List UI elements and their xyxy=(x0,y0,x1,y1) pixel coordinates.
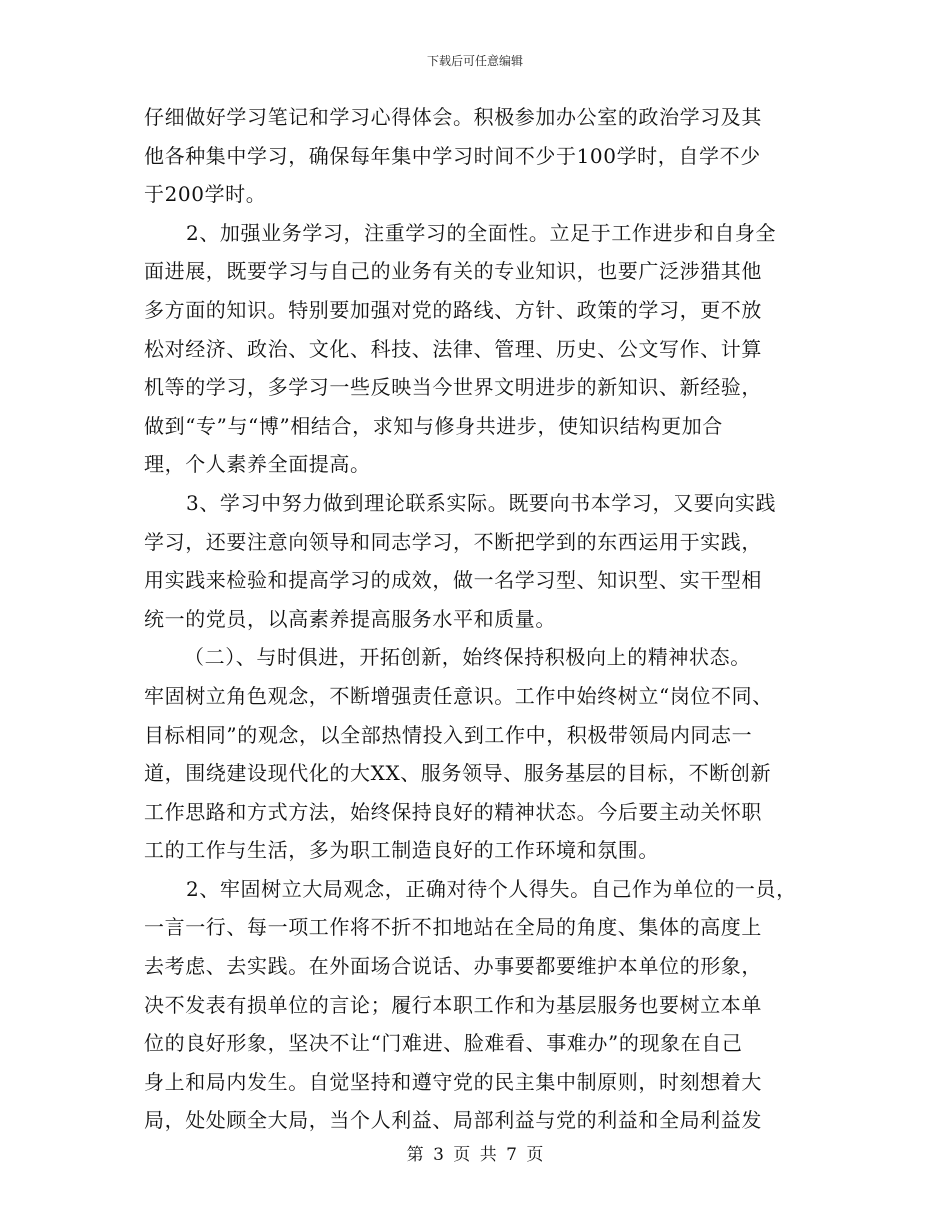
text-line: 做到“专”与“博”相结合，求知与修身共进步，使知识结构更加合 xyxy=(144,413,723,438)
text-line: 松对经济、政治、文化、科技、法律、管理、历史、公文写作、计算 xyxy=(144,336,762,361)
text-line: 道，围绕建设现代化的大XX、服务领导、服务基层的目标，不断创新 xyxy=(144,761,772,786)
text-line: 机等的学习，多学习一些反映当今世界文明进步的新知识、新经验， xyxy=(144,375,762,400)
document-body xyxy=(144,98,816,1140)
text-line: 一言一行、每一项工作将不折不扣地站在全局的角度、集体的高度上 xyxy=(144,915,762,940)
text-line: 决不发表有损单位的言论；履行本职工作和为基层服务也要树立本单 xyxy=(144,992,762,1017)
text-line: 身上和局内发生。自觉坚持和遵守党的民主集中制原则，时刻想着大 xyxy=(144,1069,762,1094)
text-line: 他各种集中学习，确保每年集中学习时间不少于100学时，自学不少 xyxy=(144,143,761,168)
text-line: 工作思路和方式方法，始终保持良好的精神状态。今后要主动关怀职 xyxy=(144,799,762,824)
page-header: 下载后可任意编辑 xyxy=(426,54,523,68)
text-line: 去考虑、去实践。在外面场合说话、办事要都要维护本单位的形象， xyxy=(144,954,762,979)
text-line: 仔细做好学习笔记和学习心得体会。积极参加办公室的政治学习及其 xyxy=(144,105,762,129)
text-line: 工的工作与生活，多为职工制造良好的工作环境和氛围。 xyxy=(144,838,659,863)
text-line: 用实践来检验和提高学习的成效，做一名学习型、知识型、实干型相 xyxy=(144,568,762,593)
text-line: 位的良好形象，坚决不让“门难进、脸难看、事难办”的现象在自己 xyxy=(144,1031,743,1056)
text-line: 2、加强业务学习，注重学习的全面性。立足于工作进步和自身全 xyxy=(186,220,777,245)
text-line: 多方面的知识。特别要加强对党的路线、方针、政策的学习，更不放 xyxy=(144,297,762,322)
text-line: 2、牢固树立大局观念，正确对待个人得失。自己作为单位的一员， xyxy=(186,876,797,901)
text-line: 于200学时。 xyxy=(144,182,267,207)
text-line: 3、学习中努力做到理论联系实际。既要向书本学习，又要向实践 xyxy=(186,490,777,515)
text-line: 局，处处顾全大局，当个人利益、局部利益与党的利益和全局利益发 xyxy=(144,1108,762,1133)
text-line: 面进展，既要学习与自己的业务有关的专业知识，也要广泛涉猎其他 xyxy=(144,259,762,284)
text-line: 学习，还要注意向领导和同志学习，不断把学到的东西运用于实践， xyxy=(144,529,762,554)
page-number: 第 3 页 共 7 页 xyxy=(406,1145,544,1165)
text-line: 牢固树立角色观念，不断增强责任意识。工作中始终树立“岗位不同、 xyxy=(144,683,773,708)
text-line: 理，个人素养全面提高。 xyxy=(144,452,371,477)
text-line: （二）、与时俱进，开拓创新，始终保持积极向上的精神状态。 xyxy=(184,645,751,670)
text-line: 统一的党员，以高素养提高服务水平和质量。 xyxy=(144,606,556,631)
text-line: 目标相同”的观念，以全部热情投入到工作中，积极带领局内同志一 xyxy=(144,722,753,747)
